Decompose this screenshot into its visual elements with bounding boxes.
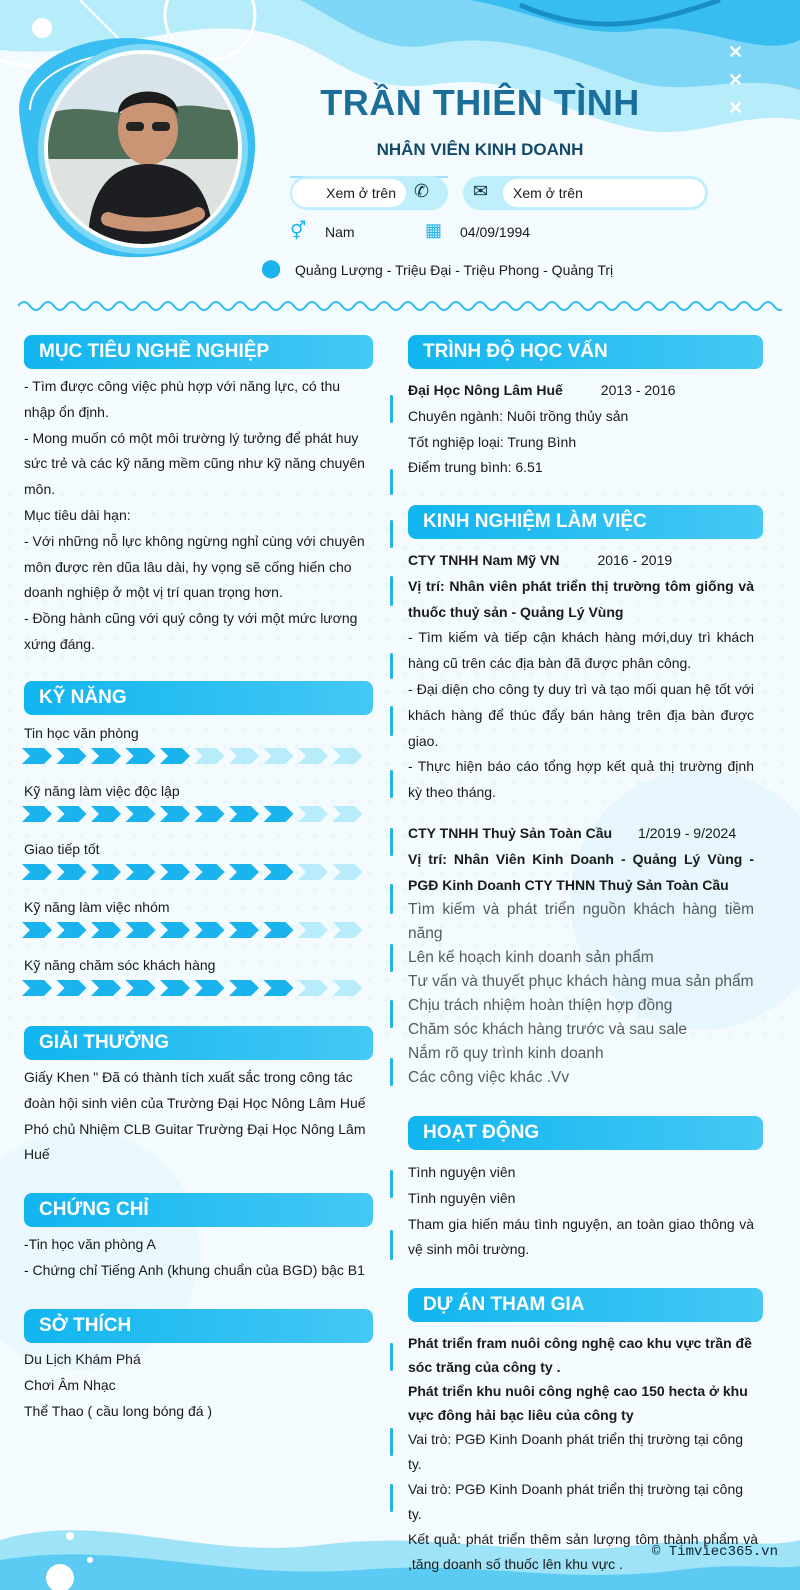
education-line: Điểm trung bình: 6.51	[408, 459, 543, 476]
gender-icon: ⚥	[290, 221, 307, 241]
certificate-line: -Tin học văn phòng A	[24, 1236, 156, 1252]
job-company: CTY TNHH Thuỷ Sản Toàn Cầu	[408, 825, 613, 841]
skill-segment-filled	[126, 864, 156, 880]
column-divider	[390, 1058, 393, 1086]
skill-segment-filled	[160, 864, 190, 880]
avatar	[44, 50, 242, 248]
footer-copyright: © Timviec365.vn	[651, 1544, 778, 1560]
projects-text	[408, 1331, 758, 1577]
skill-segment-filled	[229, 864, 259, 880]
column-divider	[390, 1428, 393, 1456]
project-line: Vai trò: PGĐ Kinh Doanh phát triển thị trường tại công ty.	[408, 1431, 744, 1472]
skill-segment-filled	[160, 980, 190, 996]
job-position: Vị trí: Nhân Viên Kinh Doanh - Quảng Lý Vùng - PGĐ Kinh Doanh CTY THNN Thuỷ Sản Toàn Cầu	[408, 850, 754, 893]
skill-label: Kỹ năng chăm sóc khách hàng	[24, 957, 216, 973]
skill-segment-filled	[22, 980, 52, 996]
job-line: - Tìm kiếm và tiếp cận khách hàng mới,duy trì khách hàng cũ trên các địa bàn đã được phân công.	[408, 629, 754, 672]
wave-divider	[18, 296, 782, 316]
job-title: NHÂN VIÊN KINH DOANH	[376, 140, 584, 159]
activities-text	[408, 1160, 754, 1263]
skill-bar	[22, 864, 372, 880]
column-divider	[390, 1230, 393, 1260]
skill-segment-filled	[91, 748, 121, 764]
skill-segment-empty	[298, 748, 328, 764]
column-divider	[390, 469, 393, 495]
skill-segment-filled	[264, 922, 294, 938]
award-line: Giấy Khen " Đã có thành tích xuất sắc trong công tác đoàn hội sinh viên của Trường Đại Học Nông Lâm Huế	[24, 1069, 366, 1111]
objective-heading: MỤC TIÊU NGHỀ NGHIỆP	[24, 335, 373, 369]
education-heading: TRÌNH ĐỘ HỌC VẤN	[408, 335, 763, 369]
column-divider	[390, 1343, 393, 1371]
calendar-icon: ▦	[425, 220, 443, 240]
skill-bar	[22, 748, 372, 764]
email-value: Xem ở trên	[503, 179, 705, 207]
job-position: Vị trí: Nhân viên phát triển thị trường tôm giống và thuốc thuỷ sản - Quảng Lý Vùng	[408, 577, 754, 620]
job-period: 1/2019 - 9/2024	[638, 825, 737, 841]
skill-segment-filled	[229, 806, 259, 822]
skill-segment-filled	[91, 980, 121, 996]
skills-heading: KỸ NĂNG	[24, 681, 373, 715]
job-line: Nắm rõ quy trình kinh doanh	[408, 1045, 604, 1063]
hobby-line: Chơi Âm Nhạc	[24, 1376, 116, 1393]
birthday-value: 04/09/1994	[460, 224, 531, 240]
skill-bar	[22, 980, 372, 996]
skill-segment-empty	[195, 748, 225, 764]
objective-line: - Tìm được công việc phù hợp với năng lực, có thu nhập ổn định.	[24, 378, 341, 420]
mail-icon: ✉	[473, 181, 489, 201]
job-line: Lên kế hoạch kinh doanh sản phẩm	[408, 949, 654, 967]
column-divider	[390, 828, 393, 856]
skill-segment-filled	[195, 922, 225, 938]
award-line: Phó chủ Nhiệm CLB Guitar Trường Đại Học Nông Lâm Huế	[24, 1120, 366, 1163]
hobbies-text	[24, 1347, 374, 1424]
phone-value: Xem ở trên	[292, 179, 406, 207]
hobby-line: Thể Thao ( cầu long bóng đá )	[24, 1402, 213, 1419]
certificate-line: - Chứng chỉ Tiếng Anh (khung chuẩn của BGD) bậc B1	[24, 1261, 365, 1278]
skill-bar	[22, 806, 372, 822]
skill-label: Kỹ năng làm việc độc lập	[24, 783, 180, 799]
objective-text	[24, 374, 374, 658]
phone-icon: ✆	[414, 181, 430, 201]
skill-segment-empty	[333, 864, 363, 880]
experience-job-1	[408, 548, 754, 806]
objective-line: Mục tiêu dài hạn:	[24, 506, 131, 523]
skill-segment-filled	[22, 864, 52, 880]
column-divider	[390, 1000, 393, 1028]
skill-segment-filled	[264, 864, 294, 880]
skill-segment-empty	[298, 922, 328, 938]
education-text	[408, 378, 758, 481]
education-line: Chuyên ngành: Nuôi trồng thủy sản	[408, 407, 629, 424]
project-line: Vai trò: PGĐ Kinh Doanh phát triển thị trường tại công ty.	[408, 1481, 744, 1522]
skill-segment-empty	[333, 980, 363, 996]
skill-label: Giao tiếp tốt	[24, 841, 100, 857]
job-company: CTY TNHH Nam Mỹ VN	[408, 552, 560, 568]
skill-segment-filled	[57, 980, 87, 996]
job-line: Chịu trách nhiệm hoàn thiện hợp đồng	[408, 997, 673, 1015]
project-title: Phát triển fram nuôi công nghệ cao khu vực trần đề sóc trăng của công ty .	[408, 1335, 752, 1375]
skill-segment-filled	[91, 864, 121, 880]
column-divider	[390, 520, 393, 548]
job-line: Tìm kiếm và phát triển nguồn khách hàng tiềm năng	[408, 901, 754, 943]
skill-segment-filled	[264, 806, 294, 822]
skill-segment-filled	[22, 748, 52, 764]
location-icon: ⬤	[261, 258, 282, 278]
hobby-line: Du Lịch Khám Phá	[24, 1351, 141, 1367]
column-divider	[390, 1170, 393, 1198]
skill-segment-filled	[126, 806, 156, 822]
job-line: Các công việc khác .Vv	[408, 1069, 570, 1087]
skill-segment-empty	[333, 922, 363, 938]
certificates-text	[24, 1232, 374, 1284]
experience-heading: KINH NGHIỆM LÀM VIỆC	[408, 505, 763, 539]
projects-heading: DỰ ÁN THAM GIA	[408, 1288, 763, 1322]
education-line: Tốt nghiệp loại: Trung Bình	[408, 433, 577, 450]
job-line: - Thực hiện báo cáo tổng hợp kết quả thị trường định kỳ theo tháng.	[408, 758, 754, 801]
skill-segment-filled	[126, 980, 156, 996]
skill-segment-filled	[22, 806, 52, 822]
column-divider	[390, 1484, 393, 1512]
column-divider	[390, 576, 393, 606]
skill-segment-empty	[333, 806, 363, 822]
awards-heading: GIẢI THƯỞNG	[24, 1026, 373, 1060]
activity-line: Tình nguyện viên	[408, 1189, 516, 1206]
skill-segment-filled	[195, 864, 225, 880]
skill-segment-filled	[57, 922, 87, 938]
column-divider	[390, 395, 393, 423]
skill-segment-filled	[195, 980, 225, 996]
objective-line: - Mong muốn có một môi trường lý tưởng để phát huy sức trẻ và các kỹ năng mềm cũng như kỹ năng chuyên môn.	[24, 429, 365, 498]
education-period: 2013 - 2016	[600, 382, 676, 398]
skill-segment-filled	[126, 922, 156, 938]
skill-segment-filled	[160, 922, 190, 938]
certificates-heading: CHỨNG CHỈ	[24, 1193, 373, 1227]
address-value: Quảng Lượng - Triệu Đại - Triệu Phong - Quảng Trị	[295, 262, 614, 278]
close-icon: ✕	[728, 42, 744, 62]
skill-segment-empty	[333, 748, 363, 764]
activities-heading: HOẠT ĐỘNG	[408, 1116, 763, 1150]
skill-segment-filled	[57, 806, 87, 822]
skill-segment-empty	[264, 748, 294, 764]
skill-segment-filled	[264, 980, 294, 996]
skill-segment-filled	[160, 806, 190, 822]
job-period: 2016 - 2019	[597, 552, 673, 568]
skill-segment-filled	[91, 922, 121, 938]
skill-segment-filled	[229, 980, 259, 996]
column-divider	[390, 653, 393, 679]
objective-line: - Với những nỗ lực không ngừng nghỉ cùng với chuyên môn được rèn dũa lâu dài, hy vọng sẽ cống hiến cho doanh nghiệp ở một vị trí quan trọng hơn.	[24, 532, 365, 601]
job-line: Chăm sóc khách hàng trước và sau sale	[408, 1021, 688, 1039]
project-line: Kết quả: phát triển thêm sản lượng tôm thành phẩm và ,tăng doanh số thuốc lên khu vực .	[408, 1531, 758, 1572]
column-divider	[390, 944, 393, 972]
skill-segment-filled	[57, 748, 87, 764]
skill-segment-empty	[229, 748, 259, 764]
avatar-photo	[48, 54, 238, 244]
objective-line: - Đồng hành cũng với quý công ty với một mức lương xứng đáng.	[24, 610, 358, 652]
experience-job-2	[408, 821, 754, 1090]
skill-segment-empty	[298, 806, 328, 822]
skill-segment-empty	[298, 980, 328, 996]
awards-text	[24, 1065, 369, 1168]
skill-segment-filled	[229, 922, 259, 938]
project-title: Phát triển khu nuôi công nghệ cao 150 hecta ở khu vực đông hải bạc liêu của công ty	[408, 1383, 748, 1423]
column-divider	[390, 770, 393, 798]
skill-segment-filled	[126, 748, 156, 764]
column-divider	[390, 706, 393, 736]
candidate-name: TRẦN THIÊN TÌNH	[320, 82, 640, 123]
hobbies-heading: SỞ THÍCH	[24, 1309, 373, 1343]
skill-segment-empty	[298, 864, 328, 880]
skill-bar	[22, 922, 372, 938]
job-line: Tư vấn và thuyết phục khách hàng mua sản phẩm	[408, 973, 754, 991]
skill-label: Tin học văn phòng	[24, 725, 139, 741]
column-divider	[390, 884, 393, 914]
skill-segment-filled	[91, 806, 121, 822]
skill-segment-filled	[22, 922, 52, 938]
activity-line: Tình nguyện viên	[408, 1164, 516, 1180]
gender-value: Nam	[325, 224, 355, 240]
education-school: Đại Học Nông Lâm Huế	[408, 382, 563, 398]
close-icon: ✕	[728, 98, 744, 118]
activity-line: Tham gia hiến máu tình nguyện, an toàn giao thông và vệ sinh môi trường.	[408, 1215, 754, 1258]
close-icon: ✕	[728, 70, 744, 90]
skill-segment-filled	[195, 806, 225, 822]
job-line: - Đại diện cho công ty duy trì và tạo mối quan hệ tốt với khách hàng để thúc đẩy bán hàng trên địa bàn được giao.	[408, 680, 754, 749]
skill-label: Kỹ năng làm việc nhóm	[24, 899, 170, 915]
skill-segment-filled	[57, 864, 87, 880]
skill-segment-filled	[160, 748, 190, 764]
